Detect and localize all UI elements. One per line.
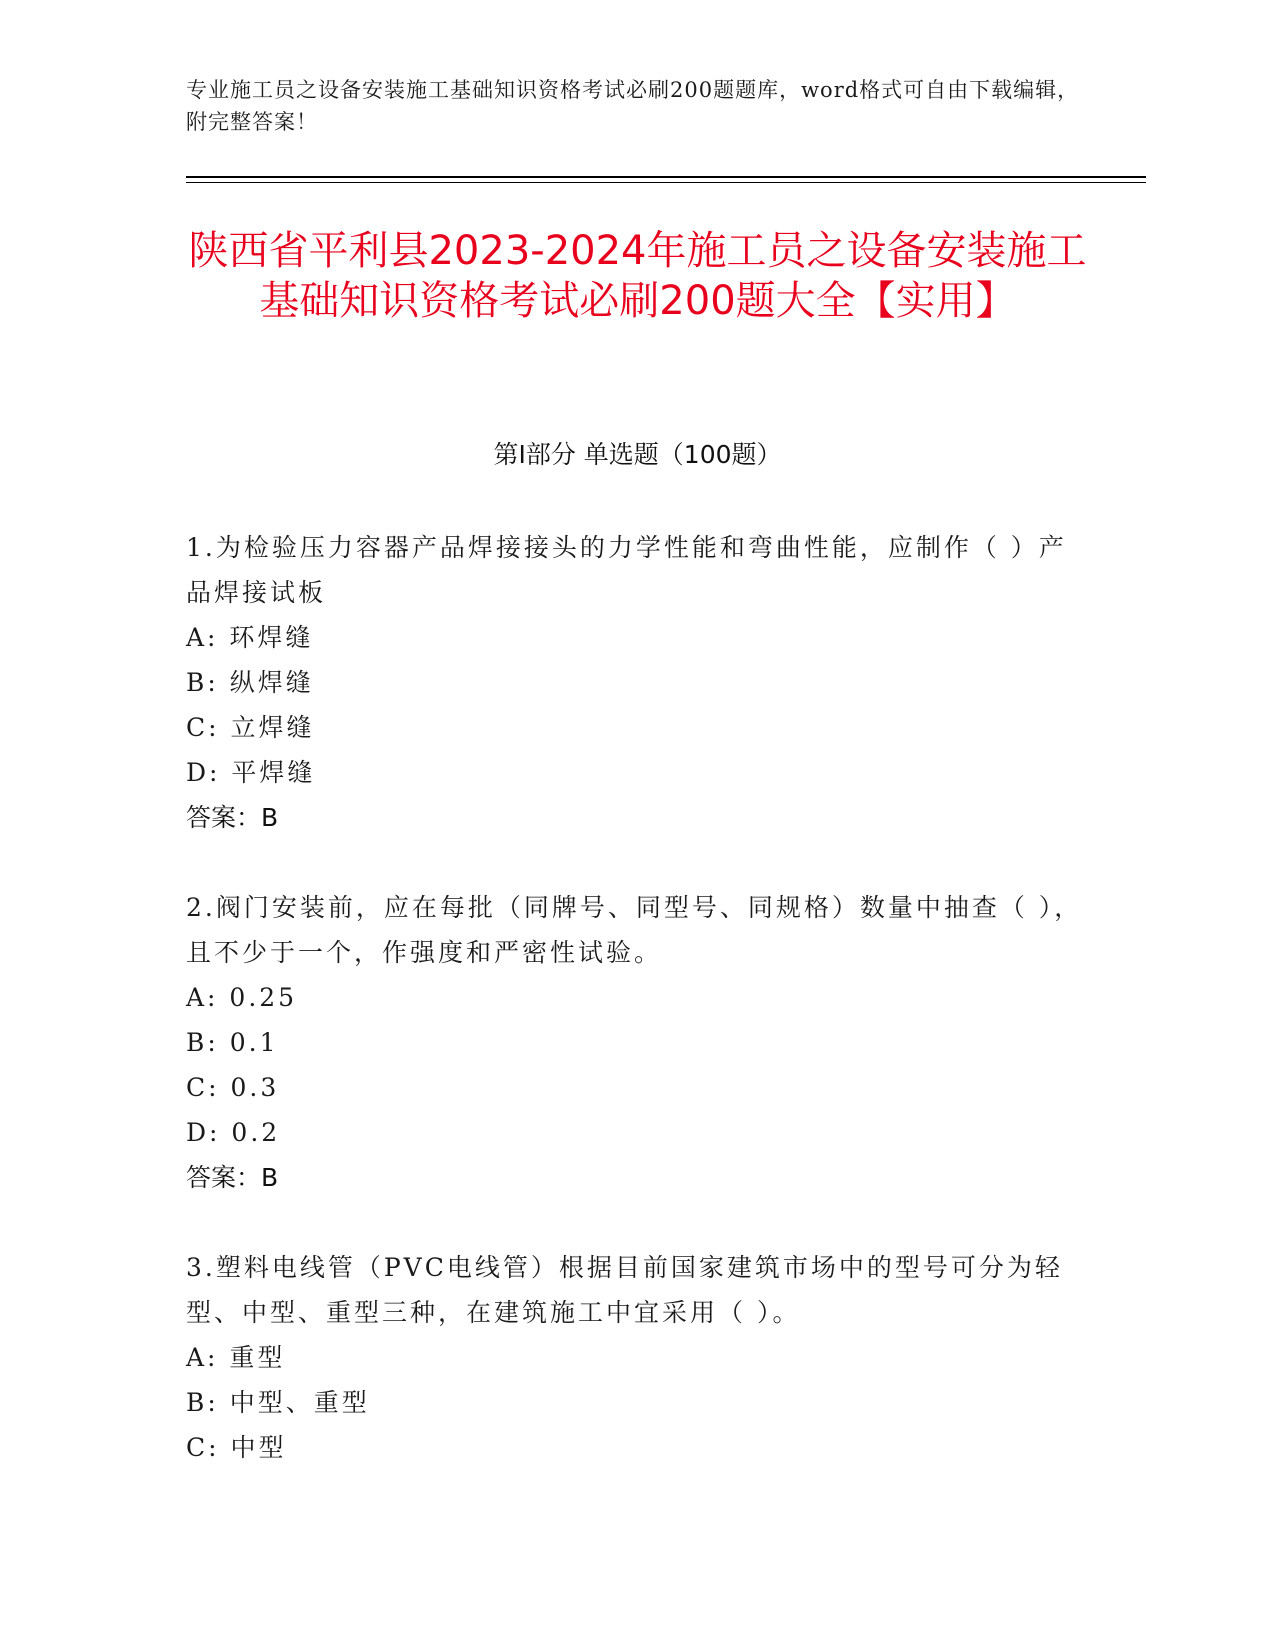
option-b: B: 0.1 xyxy=(186,1028,279,1057)
answer: 答案：B xyxy=(186,803,279,832)
question-stem: 2.阀门安装前，应在每批（同牌号、同型号、同规格）数量中抽查（ ），且不少于一个，作强度和严密性试验。 xyxy=(186,893,1083,967)
header-divider-thin xyxy=(186,182,1146,183)
option-a: A: 0.25 xyxy=(186,983,298,1012)
option-b: B: 纵焊缝 xyxy=(186,668,314,697)
question-stem: 1.为检验压力容器产品焊接接头的力学性能和弯曲性能，应制作（ ）产品焊接试板 xyxy=(186,533,1067,607)
option-d: D: 0.2 xyxy=(186,1118,281,1147)
question-1 xyxy=(186,525,1086,840)
document-title: 陕西省平利县2023-2024年施工员之设备安装施工基础知识资格考试必刷200题大全【实用】 xyxy=(188,228,1087,324)
header-divider-thick xyxy=(186,176,1146,178)
option-a: A: 环焊缝 xyxy=(186,623,314,652)
option-a: A: 重型 xyxy=(186,1343,286,1372)
section-heading: 第I部分 单选题（100题） xyxy=(493,440,782,469)
question-2 xyxy=(186,885,1086,1200)
question-list xyxy=(186,525,1086,1515)
question-3 xyxy=(186,1245,1086,1470)
question-stem: 3.塑料电线管（PVC电线管）根据目前国家建筑市场中的型号可分为轻型、中型、重型三种，在建筑施工中宜采用（ ）。 xyxy=(186,1253,1063,1327)
option-c: C: 0.3 xyxy=(186,1073,280,1102)
header-note: 专业施工员之设备安装施工基础知识资格考试必刷200题题库，word格式可自由下载编辑，附完整答案！ xyxy=(186,78,1080,134)
option-b: B: 中型、重型 xyxy=(186,1388,370,1417)
answer: 答案：B xyxy=(186,1163,279,1192)
option-d: D: 平焊缝 xyxy=(186,758,316,787)
option-c: C: 立焊缝 xyxy=(186,713,315,742)
option-c: C: 中型 xyxy=(186,1433,287,1462)
